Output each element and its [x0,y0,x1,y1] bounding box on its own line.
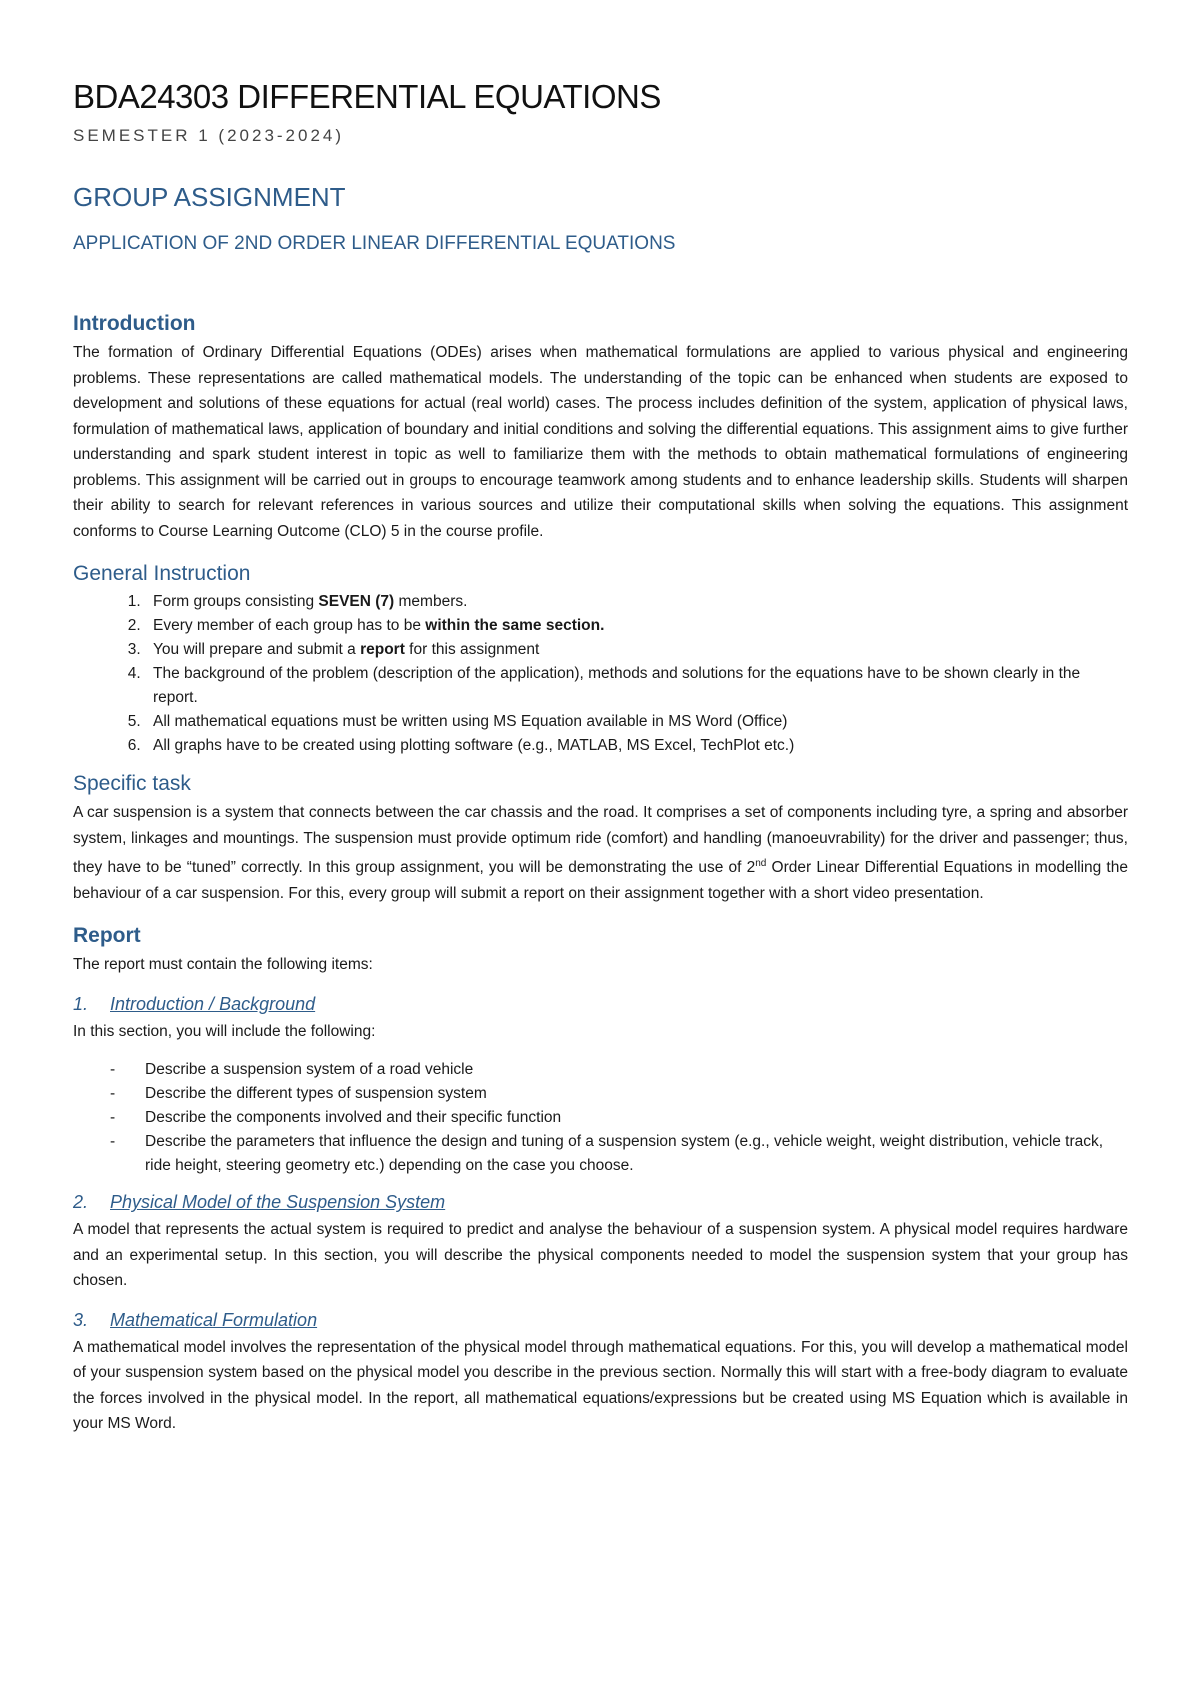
subsection-heading [73,1192,1128,1213]
report-intro: The report must contain the following items: [73,956,373,974]
item-text: for this assignment [404,641,540,658]
item-text: Form groups consisting [153,593,319,610]
subsection-text: A mathematical model involves the representation of the physical model through mathematical equations. For this, you will develop a mathematical model of your suspension system based on the physical model you describe in the previous section. Normally this will start with a free-body diagram to evaluate the forces involved in the physical model. In the report, all mathematical equations/expressions but be created using MS Equation which is available in your MS Word. [73,1338,1128,1433]
specific-task-section [73,772,1128,906]
report-item-3 [73,1310,1128,1437]
dash-bullet: - [110,1085,116,1103]
item-bold: SEVEN (7) [318,593,395,610]
subsection-number: 3. [73,1309,89,1330]
item-text: Describe the components involved and their specific function [145,1109,562,1127]
list-item [73,1082,1128,1106]
dash-bullet: - [110,1133,116,1151]
list-item: 4. The background of the problem (description of the application), methods and solutions for the equations have to be shown clearly in the report. [145,662,1128,710]
subsection-heading [73,994,1128,1015]
item-text: Describe the different types of suspension system [145,1085,487,1103]
general-instruction-heading: General Instruction [73,562,251,585]
list-item [73,1106,1128,1130]
subsection-number: 2. [73,1192,89,1213]
assignment-subtitle: APPLICATION OF 2ND ORDER LINEAR DIFFERENTIAL EQUATIONS [73,233,676,254]
list-item: 6. All graphs have to be created using plotting software (e.g., MATLAB, MS Excel, TechPlot etc.) [145,734,1128,758]
subsection-title: Introduction / Background [110,993,316,1014]
item-text: members. [394,593,468,610]
introduction-text: The formation of Ordinary Differential Equations (ODEs) arises when mathematical formulations are applied to various physical and engineering problems. These representations are called mathematical models. The understanding of the topic can be enhanced when students are exposed to development and solutions of these equations for actual (real world) cases. The process includes definition of the system, application of physical laws, formulation of mathematical laws, application of boundary and initial conditions and solving the differential equations. This assignment aims to give further understanding and spark student interest in topic as well to familiarize them with the methods to obtain mathematical formulations of engineering problems. This assignment will be carried out in groups to encourage teamwork among students and to enhance leadership skills. Students will sharpen their ability to search for relevant references in various sources and utilize their computational skills when solving the equations. This assignment conforms to Course Learning Outcome (CLO) 5 in the course profile. [73,344,1128,540]
semester-label: SEMESTER 1 (2023-2024) [73,126,345,145]
specific-task-heading: Specific task [73,772,191,795]
general-instruction-section [73,562,1128,758]
subsection-heading [73,1310,1128,1331]
introduction-heading: Introduction [73,312,196,335]
list-item: 5. All mathematical equations must be written using MS Equation available in MS Word (Office) [145,710,1128,734]
report-item-1 [73,994,1128,1179]
list-item [145,638,1128,662]
document-title: BDA24303 DIFFERENTIAL EQUATIONS [73,78,661,115]
text-part: A car suspension is a system that connects between the car chassis and the road. It comprises a set of components including tyre, a spring and absorber system, linkages and mountings. The suspension must provide optimum ride (comfort) and handling (manoeuvrability) for the driver and passenger; thus, they have to be “tuned” correctly. In this group assignment, you will be demonstrating the use of 2 [73,804,1128,877]
subsection-text: A model that represents the actual system is required to predict and analyse the behaviour of a suspension system. A physical model requires hardware and an experimental setup. In this section, you will describe the physical components needed to model the suspension system that your group has chosen. [73,1221,1128,1290]
item-text: Describe the parameters that influence the design and tuning of a suspension system (e.g., vehicle weight, weight distribution, vehicle track, ride height, steering geometry etc.) depending on the case you choose. [145,1133,1104,1175]
dash-bullet: - [110,1109,116,1127]
item-bold: report [360,641,405,658]
superscript: nd [755,858,767,869]
subsection-intro: In this section, you will include the following: [73,1022,376,1040]
report-heading: Report [73,924,141,948]
item-text: Describe a suspension system of a road vehicle [145,1061,474,1079]
list-item [73,1058,1128,1082]
subsection-title: Mathematical Formulation [110,1309,318,1330]
text-part: Order Linear Differential Equations in modelling the behaviour of a car suspension. For this, every group will submit a report on their assignment together with a short video presentation. [73,859,1128,902]
assignment-title: GROUP ASSIGNMENT [73,182,346,212]
subsection-title: Physical Model of the Suspension System [110,1192,446,1213]
item-text: Every member of each group has to be [153,617,426,634]
bullet-list [73,1058,1128,1178]
item-text: You will prepare and submit a [153,641,361,658]
specific-task-text [73,800,1128,906]
subsection-number: 1. [73,993,89,1014]
dash-bullet: - [110,1061,116,1079]
report-section [73,924,1128,1437]
item-bold: within the same section. [425,617,605,634]
report-item-2 [73,1192,1128,1294]
instruction-list [73,590,1128,758]
list-item [145,590,1128,614]
list-item [145,614,1128,638]
introduction-section [73,312,1128,544]
document-body [73,312,1128,1437]
list-item [73,1130,1128,1178]
